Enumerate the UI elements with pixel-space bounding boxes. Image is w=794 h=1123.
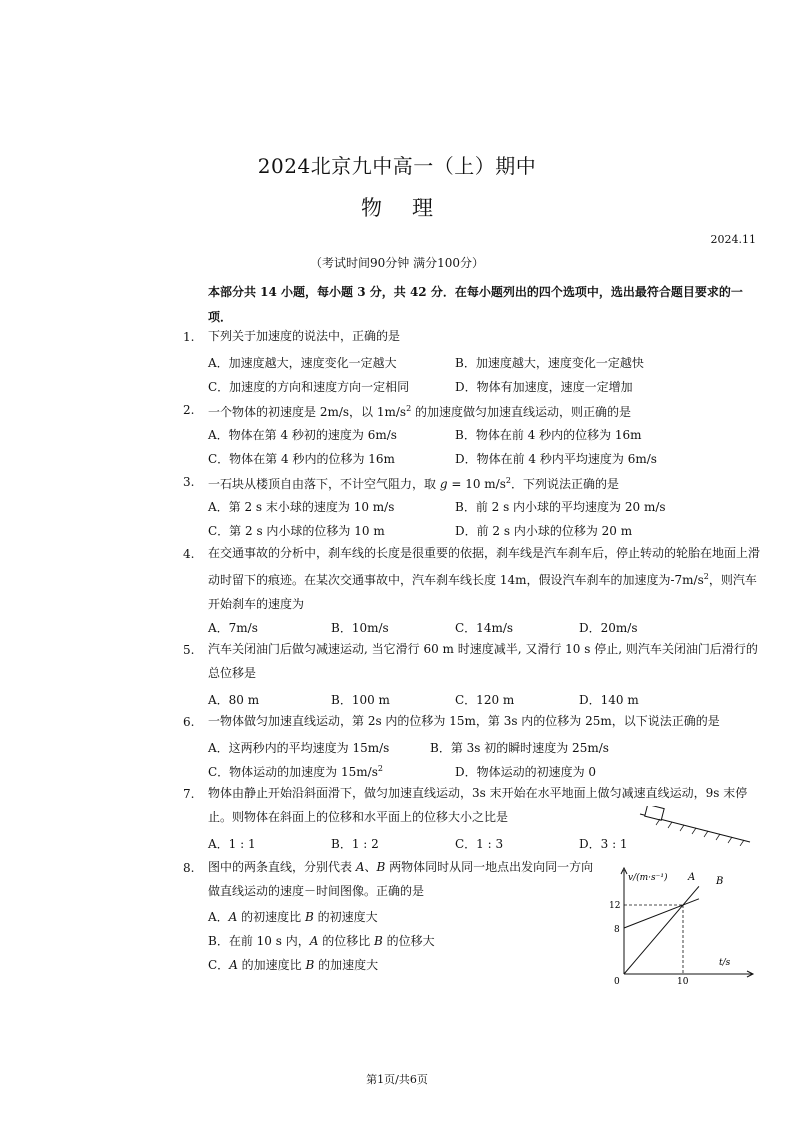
option-c: C．14m/s (455, 621, 514, 635)
option-b: B．在前 10 s 内，A 的位移比 B 的位移大 (208, 934, 435, 948)
x-axis-label: t/s (719, 958, 731, 968)
question-number: 6. (183, 715, 195, 729)
option-d: D．140 m (579, 693, 639, 707)
option-a: A．这两秒内的平均速度为 15m/s (208, 741, 390, 755)
question-stem: 在交通事故的分析中，刹车线的长度是很重要的依据，刹车线是汽车刹车后，停止转动的轮胎在地面上滑动时留下的痕迹。在某次交通事故中，汽车刹车线长度 14m，假设汽车刹车的加速度为$-7m/s^2$，则汽车开始刹车的速度为 (208, 546, 761, 611)
line-b (624, 899, 699, 928)
line-a-label: A (688, 872, 696, 883)
option-c: C．第 2 s 内小球的位移为 10 m (208, 524, 385, 538)
option-d: D．3 : 1 (579, 837, 628, 851)
option-b: B．加速度越大，速度变化一定越快 (455, 356, 644, 370)
option-b: B．10m/s (331, 621, 389, 635)
option-a: A．7m/s (208, 621, 258, 635)
page-title: 2024北京九中高一（上）期中 (257, 154, 537, 178)
exam-date: 2024.11 (710, 233, 756, 246)
question-stem: 图中的两条直线，分别代表 A、B 两物体同时从同一地点出发向同一方向做直线运动的速度－时间图像。正确的是 (208, 860, 594, 898)
section-instructions: 本部分共 14 小题，每小题 3 分，共 42 分．在每小题列出的四个选项中，选出最符合题目要求的一项． (208, 285, 743, 324)
y-tick-8: 8 (614, 925, 620, 935)
question-stem: 下列关于加速度的说法中，正确的是 (208, 329, 401, 343)
option-c: C．A 的加速度比 B 的加速度大 (208, 958, 379, 972)
option-c: C．1 : 3 (455, 837, 504, 851)
question-number: 5. (183, 643, 195, 657)
option-b: B．1 : 2 (331, 837, 379, 851)
option-d: D．物体在前 4 秒内平均速度为 6m/s (455, 452, 657, 466)
page-footer: 第1页/共6页 (366, 1073, 428, 1086)
option-c: C．物体在第 4 秒内的位移为 16m (208, 452, 395, 466)
option-d: D．前 2 s 内小球的位移为 20 m (455, 524, 633, 538)
exam-time-info: （考试时间90分钟 满分100分） (310, 256, 484, 270)
option-a: A．物体在第 4 秒初的速度为 6m/s (208, 428, 397, 442)
option-a: A．1 : 1 (208, 837, 256, 851)
velocity-time-graph (606, 866, 756, 988)
option-b: B．第 3s 初的瞬时速度为 25m/s (430, 741, 609, 755)
option-b: B．100 m (331, 693, 390, 707)
y-tick-12: 12 (609, 901, 621, 911)
option-c: C．120 m (455, 693, 515, 707)
question-stem: 物体由静止开始沿斜面滑下，做匀加速直线运动，3s 末开始在水平地面上做匀减速直线运动，9s 末停止。则物体在斜面上的位移和水平面上的位移大小之比是 (208, 786, 748, 824)
option-a: A．A 的初速度比 B 的初速度大 (208, 910, 378, 924)
question-number: 7. (183, 787, 195, 801)
line-b-label: B (716, 876, 724, 887)
y-axis-label: v/(m·s⁻¹) (628, 873, 668, 883)
question-stem: 一个物体的初速度是 2m/s，以 $1m/s^2$ 的加速度做匀加速直线运动，则正确的是 (208, 404, 631, 419)
question-stem: 一石块从楼顶自由落下，不计空气阻力，取 g = 10 $m/s^2$．下列说法正确的是 (208, 476, 619, 491)
option-b: B．前 2 s 内小球的平均速度为 20 m/s (455, 500, 666, 514)
incline-diagram (638, 806, 756, 846)
option-d: D．物体运动的初速度为 0 (455, 765, 597, 779)
block-icon (645, 806, 664, 820)
question-number: 8. (183, 861, 195, 875)
option-a: A．加速度越大，速度变化一定越大 (208, 356, 397, 370)
line-a (624, 886, 699, 974)
option-c: C．加速度的方向和速度方向一定相同 (208, 380, 410, 394)
question-stem: 一物体做匀加速直线运动，第 2s 内的位移为 15m，第 3s 内的位移为 25m，以下说法正确的是 (208, 714, 720, 728)
option-d: D．20m/s (579, 621, 638, 635)
question-number: 4. (183, 547, 195, 561)
question-stem: 汽车关闭油门后做匀减速运动, 当它滑行 60 m 时速度减半, 又滑行 10 s 停止, 则汽车关闭油门后滑行的总位移是 (208, 642, 758, 680)
option-b: B．物体在前 4 秒内的位移为 16m (455, 428, 642, 442)
option-d: D．物体有加速度，速度一定增加 (455, 380, 633, 394)
question-number: 3. (183, 475, 195, 489)
question-number: 1. (183, 330, 195, 344)
question-number: 2. (183, 403, 195, 417)
subject-title: 物理 (361, 196, 463, 220)
x-tick-10: 10 (677, 977, 689, 987)
option-c: C．物体运动的加速度为 $15m/s^2$ (208, 764, 383, 779)
option-a: A．80 m (208, 693, 260, 707)
option-a: A．第 2 s 末小球的速度为 10 m/s (208, 500, 395, 514)
origin-label: 0 (614, 977, 620, 987)
